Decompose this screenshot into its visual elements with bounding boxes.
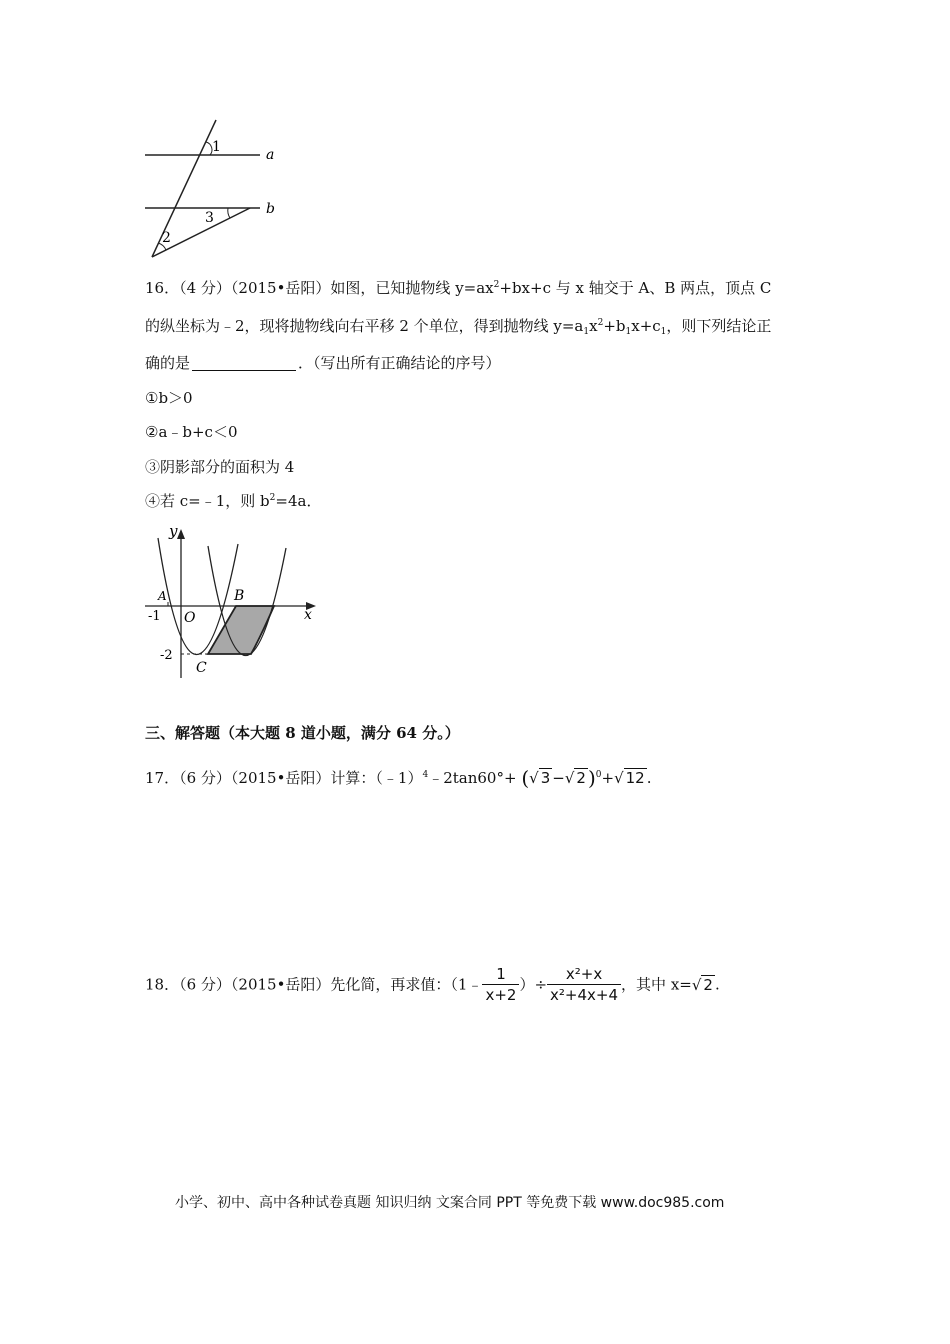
q16-option-1: ①b＞0 — [145, 389, 193, 407]
point-a-label: A — [158, 589, 167, 603]
y-axis-arrow — [177, 529, 185, 539]
q16-line3: 确的是 ．（写出所有正确结论的序号） — [145, 354, 501, 372]
origin-label: O — [184, 610, 196, 626]
fraction-2: $\frac{\text{x²+x}}{\text{x²+4x+4}}$ — [547, 964, 621, 1005]
close-paren: ) — [587, 766, 596, 790]
tick-label-neg2: -2 — [160, 648, 173, 663]
sqrt-3: √ 3 — [529, 769, 551, 787]
section-heading: 三、解答题（本大题 8 道小题，满分 64 分。） — [145, 724, 460, 742]
label-1: 1 — [212, 139, 221, 155]
point-b-label: B — [234, 588, 245, 604]
x-label: x — [304, 607, 312, 623]
open-paren: ( — [521, 766, 530, 790]
fraction-1: $\frac{1}{x+2}$ — [482, 964, 519, 1005]
q16-option-3: ③阴影部分的面积为 4 — [145, 458, 295, 476]
shaded-region — [208, 606, 274, 654]
y-label: y — [169, 522, 178, 540]
q16-option-2: ②a﹣b+c＜0 — [145, 423, 238, 441]
sqrt-x: √ 2 — [691, 975, 713, 994]
label-3: 3 — [205, 210, 214, 226]
q16-option-4: ④若 c=﹣1，则 $b^2=4a$． — [145, 492, 322, 510]
point-c-label: C — [196, 660, 207, 676]
parabola-figure — [140, 518, 325, 680]
tick-label-neg1: -1 — [148, 609, 161, 624]
label-2: 2 — [162, 230, 171, 246]
footer: 小学、初中、高中各种试卷真题 知识归纳 文案合同 PPT 等免费下载 www.doc985.com — [175, 1195, 725, 1211]
q16-line2: 的纵坐标为﹣2，现将抛物线向右平移 2 个单位，得到抛物线 $y=a_1x^2+b_1x+c_1$，则下列结论正 — [145, 317, 772, 337]
label-b: b — [266, 201, 275, 217]
angle-arc-3 — [228, 208, 230, 218]
q16-line1: 16．（4 分）（2015•岳阳）如图，已知抛物线 $y=ax^2+bx+c$ 与 x 轴交于 A、B 两点，顶点 C — [145, 279, 772, 297]
answer-blank[interactable] — [192, 355, 296, 371]
q18: 18．（6 分）（2015•岳阳）先化简，再求值：（1﹣ $\frac{1}{x+2}$ ）÷ $\frac{\text{x²+x}}{\text{x²+4x+4}}$ ，其中 x=√ 2 . — [145, 965, 720, 1004]
sqrt-12: √ 12 — [614, 769, 645, 787]
parallel-lines-figure — [140, 115, 300, 265]
sqrt-2: √ 2 — [564, 769, 586, 787]
q17: 17．（6 分）（2015•岳阳）计算：（﹣1）$^4$﹣2tan60°+ (√ 3 −√ 2 )$^0$+√ 12 . — [145, 766, 652, 790]
label-a: a — [266, 147, 275, 163]
